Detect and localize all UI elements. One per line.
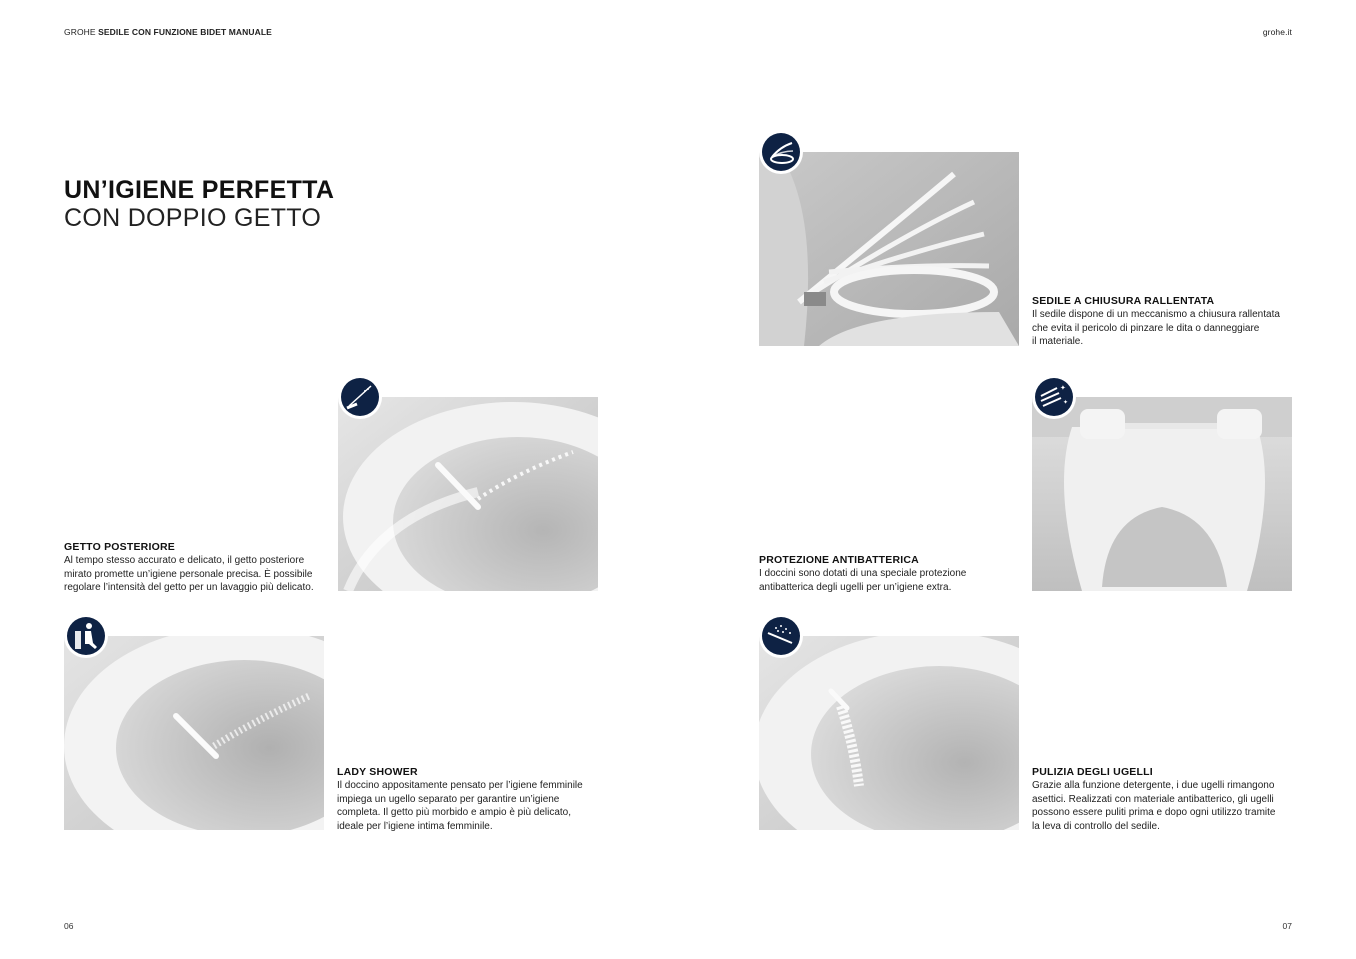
feature-title-antibacterial: PROTEZIONE ANTIBATTERICA	[759, 554, 919, 566]
page-number-right: 07	[1282, 921, 1292, 931]
feature-text-rear-jet: Al tempo stesso accurato e delicato, il getto posteriore mirato promette un’igiene personale precisa. È possibile regolare l’intensità del getto per un lavaggio più delicato.	[64, 555, 314, 594]
page-number-left: 06	[64, 921, 74, 931]
feature-title-rear-jet: GETTO POSTERIORE	[64, 541, 175, 553]
lady-shower-icon	[64, 614, 108, 658]
antibacterial-photo	[1032, 397, 1292, 591]
soft-close-icon	[759, 130, 803, 174]
svg-text:✦: ✦	[1063, 399, 1069, 406]
brand-name: GROHE	[64, 27, 96, 37]
header-title	[64, 27, 272, 37]
feature-text-lady-shower: Il doccino appositamente pensato per l’igiene femminile impiega un ugello separato per garantire un’igiene completa. Il getto più morbido e ampio è più delicato, ideale per l’igiene intima femminile.	[337, 780, 583, 832]
svg-text:✦: ✦	[1060, 384, 1066, 392]
nozzle-cleaning-photo	[759, 636, 1019, 830]
rear-jet-icon	[338, 375, 382, 419]
product-name: SEDILE CON FUNZIONE BIDET MANUALE	[98, 27, 272, 37]
antibacterial-icon	[1032, 375, 1076, 419]
feature-title-lady-shower: LADY SHOWER	[337, 766, 418, 778]
rear-jet-photo	[338, 397, 598, 591]
feature-text-antibacterial: I doccini sono dotati di una speciale protezione antibatterica degli ugelli per un’igiene extra.	[759, 568, 967, 593]
lady-shower-photo	[64, 636, 324, 830]
feature-text-soft-close: Il sedile dispone di un meccanismo a chiusura rallentata che evita il pericolo di pinzare le dita o danneggiare il materiale.	[1032, 309, 1280, 348]
soft-close-photo	[759, 152, 1019, 346]
headline-line1: UN’IGIENE PERFETTA	[64, 176, 335, 204]
feature-title-soft-close: SEDILE A CHIUSURA RALLENTATA	[1032, 295, 1215, 307]
website-link[interactable]: grohe.it	[1262, 27, 1292, 37]
nozzle-cleaning-icon	[759, 614, 803, 658]
feature-text-nozzle-cleaning: Grazie alla funzione detergente, i due ugelli rimangono asettici. Realizzati con materiale antibatterico, gli ugelli possono essere puliti prima e dopo ogni utilizzo tramite la leva di controllo del sedile.	[1032, 780, 1276, 832]
feature-title-nozzle-cleaning: PULIZIA DEGLI UGELLI	[1032, 766, 1153, 778]
headline-line2: CON DOPPIO GETTO	[64, 204, 322, 232]
